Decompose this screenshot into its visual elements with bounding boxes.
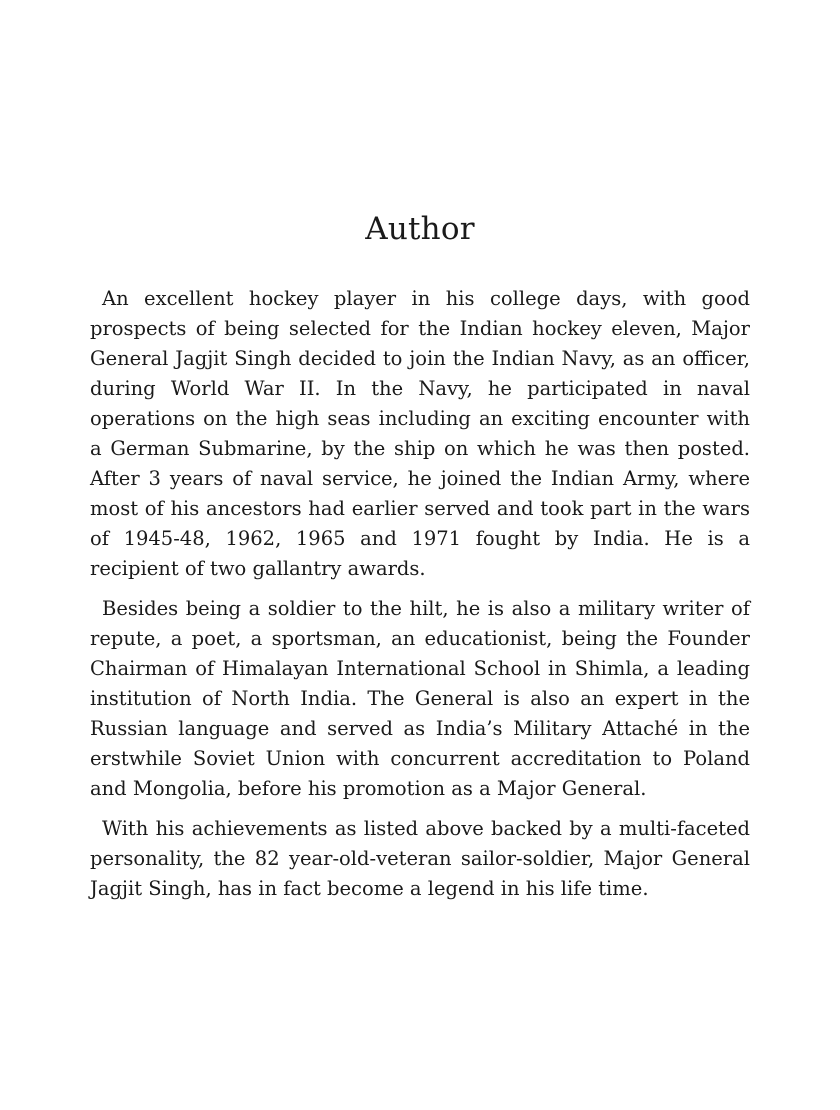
bio-paragraph-1: An excellent hockey player in his college days, with good prospects of being selected for the Indian hockey eleven, Major General Jagjit Singh decided to join the Indian Navy, as an officer, during World War II. In the Navy, he participated in naval operations on the high seas including an exciting encounter with a German Submarine, by the ship on which he was then posted. After 3 years of naval service, he joined the Indian Army, where most of his ancestors had earlier served and took part in the wars of 1945-48, 1962, 1965 and 1971 fought by India. He is a recipient of two gallantry awards.	[90, 287, 750, 580]
author-bio	[90, 284, 750, 914]
bio-paragraph-2: Besides being a soldier to the hilt, he is also a military writer of repute, a poet, a sportsman, an educationist, being the Founder Chairman of Himalayan International School in Shimla, a leading institution of North India. The General is also an expert in the Russian language and served as India’s Military Attaché in the erstwhile Soviet Union with concurrent accreditation to Poland and Mongolia, before his promotion as a Major General.	[90, 597, 750, 800]
page-title: Author	[365, 211, 475, 247]
bio-paragraph-3: With his achievements as listed above backed by a multi-faceted personality, the 82 year-old-veteran sailor-soldier, Major General Jagjit Singh, has in fact become a legend in his life time.	[90, 817, 750, 900]
